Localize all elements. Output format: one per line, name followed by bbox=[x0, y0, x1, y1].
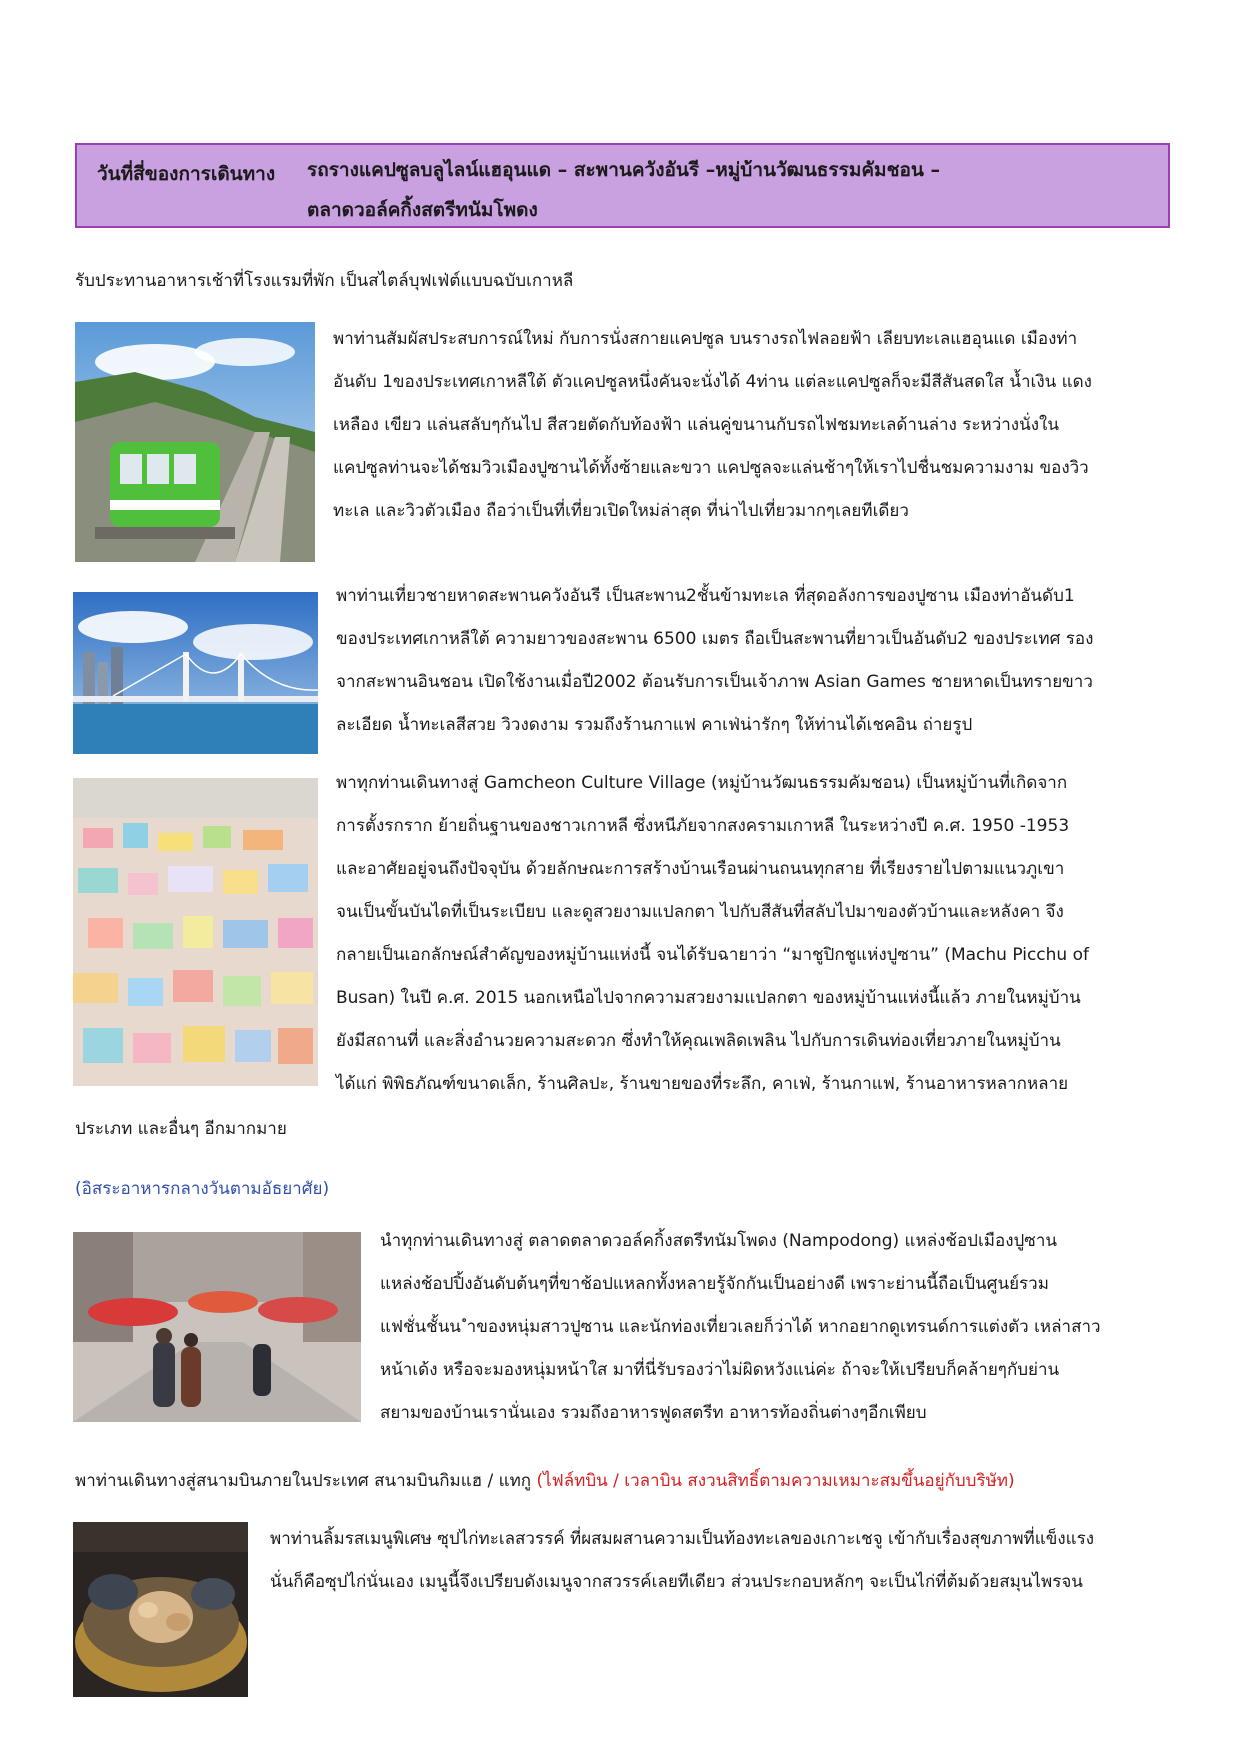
day-label: วันที่สี่ของการเดินทาง bbox=[97, 163, 276, 185]
bridge-line: ของประเทศเกาหลีใต้ ความยาวของสะพาน 6500 เมตร ถือเป็นสะพานที่ยาวเป็นอันดับ2 ของประเทศ รอง bbox=[336, 629, 1094, 649]
route-title bbox=[307, 150, 1157, 230]
nampodong-street-photo bbox=[73, 1232, 361, 1422]
gamcheon-line: พาทุกท่านเดินทางสู่ Gamcheon Culture Village (หมู่บ้านวัฒนธรรมคัมชอน) เป็นหมู่บ้านที่เกิดจาก bbox=[336, 773, 1068, 793]
soup-description bbox=[270, 1518, 1094, 1604]
nampodong-line: หน้าเด้ง หรือจะมองหนุ่มหน้าใส มาที่นี่รับรองว่าไม่ผิดหวังแน่ค่ะ ถ้าจะให้เปรียบก็คล้ายๆกับย่าน bbox=[380, 1360, 1060, 1380]
gamcheon-line: กลายเป็นเอกลักษณ์สำคัญของหมู่บ้านแห่งนี้ จนได้รับฉายาว่า “มาชูปิกชูแห่งปูซาน” (Machu Picchu of bbox=[336, 945, 1089, 965]
bridge-line: ละเอียด น้ำทะเลสีสวย วิวงดงาม รวมถึงร้านกาแฟ คาเฟ่น่ารักๆ ให้ท่านได้เชคอิน ถ่ายรูป bbox=[336, 715, 973, 735]
airport-transfer bbox=[75, 1460, 1015, 1503]
capsule-line: เหลือง เขียว แล่นสลับๆกันไป สีสวยตัดกับท้องฟ้า แล่นคู่ขนานกับรถไฟชมทะเลด้านล่าง ระหว่างนั่งใน bbox=[333, 415, 1059, 435]
capsule-line: พาท่านสัมผัสประสบการณ์ใหม่ กับการนั่งสกายแคปซูล บนรางรถไฟลอยฟ้า เลียบทะเลแฮอุนแด เมืองท่า bbox=[333, 329, 1078, 349]
chicken-soup-photo bbox=[73, 1522, 248, 1697]
day-header bbox=[75, 143, 1170, 228]
gwangan-bridge-photo bbox=[73, 592, 318, 754]
gamcheon-village-photo bbox=[73, 778, 318, 1086]
gamcheon-description bbox=[336, 762, 1089, 1106]
lunch-note: (อิสระอาหารกลางวันตามอัธยาศัย) bbox=[75, 1179, 330, 1199]
flight-note: (ไฟล์ทบิน / เวลาบิน สงวนสิทธิ์ตามความเหมาะสมขึ้นอยู่กับบริษัท) bbox=[536, 1471, 1015, 1491]
nampodong-description bbox=[380, 1220, 1101, 1435]
capsule-line: อันดับ 1ของประเทศเกาหลีใต้ ตัวแคปซูลหนึ่งคันจะนั่งได้ 4ท่าน แต่ละแคปซูลก็จะมีสีสันสดใส น้ำเงิน แดง bbox=[333, 372, 1092, 392]
route-line-2: ตลาดวอล์คกิ้งสตรีทนัมโพดง bbox=[307, 199, 538, 221]
capsule-line: แคปซูลท่านจะได้ชมวิวเมืองปูซานได้ทั้งซ้ายและขวา แคปซูลจะแล่นช้าๆให้เราไปชื่นชมความงาม ของวิว bbox=[333, 458, 1089, 478]
gamcheon-last-line: ประเภท และอื่นๆ อีกมากมาย bbox=[75, 1119, 287, 1139]
route-line-1: รถรางแคปซูลบลูไลน์แฮอุนแด – สะพานควังอันรี –หมู่บ้านวัฒนธรรมคัมชอน – bbox=[307, 159, 940, 181]
nampodong-line: นำทุกท่านเดินทางสู่ ตลาดตลาดวอล์คกิ้งสตรีทนัมโพดง (Nampodong) แหล่งช้อปเมืองปูซาน bbox=[380, 1231, 1057, 1251]
gamcheon-line: Busan) ในปี ค.ศ. 2015 นอกเหนือไปจากความสวยงามแปลกตา ของหมู่บ้านแห่งนี้แล้ว ภายในหมู่บ้าน bbox=[336, 988, 1081, 1008]
bridge-line: พาท่านเที่ยวชายหาดสะพานควังอันรี เป็นสะพาน2ชั้นข้ามทะเล ที่สุดอลังการของปูซาน เมืองท่าอันดับ1 bbox=[336, 586, 1075, 606]
gamcheon-line: การตั้งรกราก ย้ายถิ่นฐานของชาวเกาหลี ซึ่งหนีภัยจากสงครามเกาหลี ในระหว่างปี ค.ศ. 1950 -1953 bbox=[336, 816, 1070, 836]
capsule-line: ทะเล และวิวตัวเมือง ถือว่าเป็นที่เที่ยวเปิดใหม่ล่าสุด ที่น่าไปเที่ยวมากๆเลยทีเดียว bbox=[333, 501, 909, 521]
nampodong-line: สยามของบ้านเรานั่นเอง รวมถึงอาหารฟูดสตรีท อาหารท้องถิ่นต่างๆอีกเพียบ bbox=[380, 1403, 927, 1423]
capsule-train-photo bbox=[75, 322, 315, 562]
gamcheon-line: ได้แก่ พิพิธภัณฑ์ขนาดเล็ก, ร้านศิลปะ, ร้านขายของที่ระลึก, คาเฟ่, ร้านกาแฟ, ร้านอาหารหลากหลาย bbox=[336, 1074, 1069, 1094]
gamcheon-line: จนเป็นขั้นบันไดที่เป็นระเบียบ และดูสวยงามแปลกตา ไปกับสีสันที่สลับไปมาของตัวบ้านและหลังคา จึง bbox=[336, 902, 1064, 922]
breakfast-text: รับประทานอาหารเช้าที่โรงแรมที่พัก เป็นสไตล์บุฟเฟ่ต์แบบฉบับเกาหลี bbox=[75, 271, 574, 291]
airport-text: พาท่านเดินทางสู่สนามบินภายในประเทศ สนามบินกิมแฮ / แทกู bbox=[75, 1471, 537, 1491]
soup-line: พาท่านลิ้มรสเมนูพิเศษ ซุปไก่ทะเลสวรรค์ ที่ผสมผสานความเป็นท้องทะเลของเกาะเชจู เข้ากับเรื่องสุขภาพที่แข็งแรง bbox=[270, 1529, 1095, 1549]
gamcheon-line: ยังมีสถานที่ และสิ่งอำนวยความสะดวก ซึ่งทำให้คุณเพลิดเพลิน ไปกับการเดินท่องเที่ยวภายในหมู่บ้าน bbox=[336, 1031, 1061, 1051]
soup-line: นั่นก็คือซุปไก่นั่นเอง เมนูนี้จึงเปรียบดังเมนูจากสวรรค์เลยทีเดียว ส่วนประกอบหลักๆ จะเป็นไก่ที่ต้มด้วยสมุนไพรจน bbox=[270, 1572, 1083, 1592]
nampodong-line: แฟชั่นชั้นน ำของหนุ่มสาวปูซาน และนักท่องเที่ยวเลยก็ว่าได้ หากอยากดูเทรนด์การแต่งตัว เหล่าสาว bbox=[380, 1317, 1101, 1337]
bridge-line: จากสะพานอินชอน เปิดใช้งานเมื่อปี2002 ต้อนรับการเป็นเจ้าภาพ Asian Games ชายหาดเป็นทรายขาว bbox=[336, 672, 1093, 692]
bridge-description bbox=[336, 575, 1093, 747]
nampodong-line: แหล่งช้อปปิ้งอันดับต้นๆที่ขาช้อปแหลกทั้งหลายรู้จักกันเป็นอย่างดี เพราะย่านนี้ถือเป็นศูนย์รวม bbox=[380, 1274, 1049, 1294]
gamcheon-line: และอาศัยอยู่จนถึงปัจจุบัน ด้วยลักษณะการสร้างบ้านเรือนผ่านถนนทุกสาย ที่เรียงรายไปตามแนวภูเขา bbox=[336, 859, 1065, 879]
capsule-description bbox=[333, 318, 1092, 533]
